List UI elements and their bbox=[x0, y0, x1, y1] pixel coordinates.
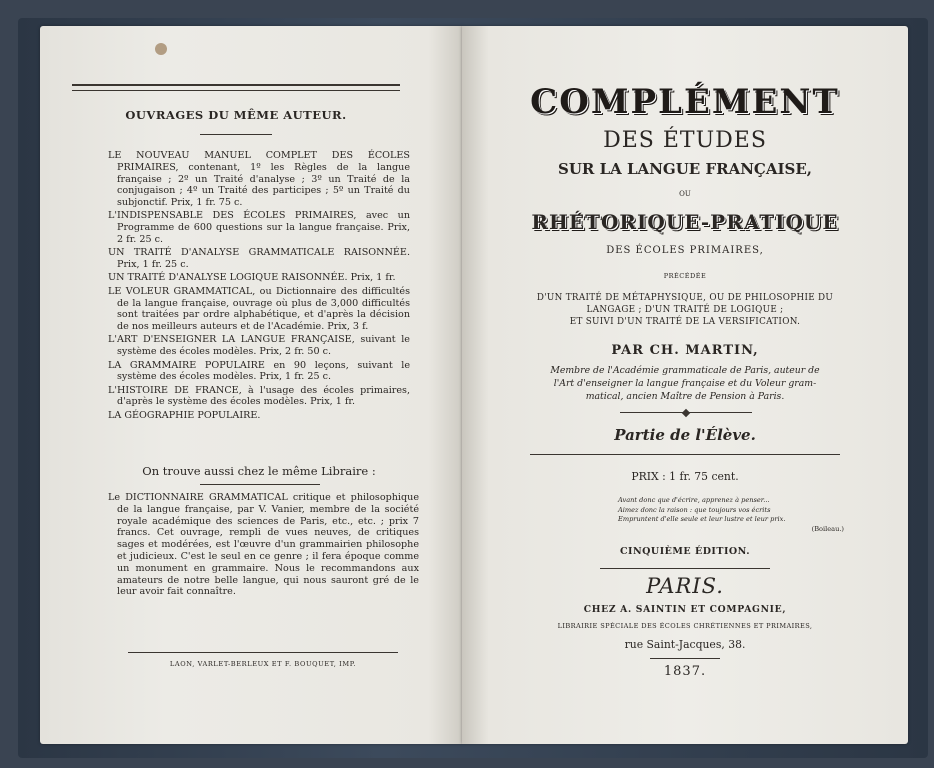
ornamental-rule bbox=[620, 412, 752, 413]
list-item: L'INDISPENSABLE DES ÉCOLES PRIMAIRES, avec un Programme de 600 questions sur la langue française. Prix, 2 fr. 25 c. bbox=[108, 210, 410, 246]
imprint-city: PARIS. bbox=[646, 574, 724, 598]
title-main: COMPLÉMENT bbox=[530, 82, 840, 122]
top-double-rule bbox=[72, 84, 400, 91]
list-item: LA GRAMMAIRE POPULAIRE en 90 leçons, suivant le système des écoles modèles. Prix, 1 fr. 25 c. bbox=[108, 359, 410, 383]
list-item: L'ART D'ENSEIGNER LA LANGUE FRANÇAISE, suivant le système des écoles modèles. Prix, 2 fr. 50 c. bbox=[108, 334, 410, 358]
list-item: LE VOLEUR GRAMMATICAL, ou Dictionnaire des difficultés de la langue française, ouvrage où plus de 3,000 difficultés sont traitées par ordre alphabétique, et d'après la décision de nos meilleurs auteurs et de l'Académie. Prix, 3 f. bbox=[108, 285, 410, 333]
title-line-3: SUR LA LANGUE FRANÇAISE, bbox=[558, 160, 812, 178]
title-ecoles: DES ÉCOLES PRIMAIRES, bbox=[606, 245, 764, 256]
boileau-quote: Avant donc que d'écrire, apprenez à penser... Aimez donc la raison : que toujours vos écrits Empruntent d'elle seule et leur lustre et leur prix. (Boileau.) bbox=[618, 496, 844, 533]
title-line-2: DES ÉTUDES bbox=[603, 128, 767, 153]
list-item: LE NOUVEAU MANUEL COMPLET DES ÉCOLES PRIMAIRES, contenant, 1º les Règles de la langue française ; 2º un Traité d'analyse ; 3º un Traité de la conjugaison ; 4º un Traité des participes ; 5º un Traité du subjonctif. Prix, 1 fr. 75 c. bbox=[108, 150, 410, 209]
list-item: LA GÉOGRAPHIE POPULAIRE. bbox=[108, 409, 261, 421]
author-credentials: Membre de l'Académie grammaticale de Paris, auteur de l'Art d'enseigner la langue française et du Voleur gram- matical, ancien Maître de Pension à Paris. bbox=[550, 365, 820, 402]
left-heading: OUVRAGES DU MÊME AUTEUR. bbox=[125, 108, 347, 122]
price-line: PRIX : 1 fr. 75 cent. bbox=[631, 470, 739, 483]
bookseller-subheading: On trouve aussi chez le même Libraire : bbox=[142, 464, 376, 478]
publisher-line: CHEZ A. SAINTIN ET COMPAGNIE, bbox=[583, 604, 787, 615]
contents-description: D'UN TRAITÉ DE MÉTAPHYSIQUE, OU DE PHILOSOPHIE DU LANGAGE ; D'UN TRAITÉ DE LOGIQUE ; ET SUIVI D'UN TRAITÉ DE LA VERSIFICATION. bbox=[536, 293, 834, 327]
edition-rule bbox=[600, 568, 770, 569]
title-rhetorique: RHÉTORIQUE-PRATIQUE bbox=[531, 210, 839, 234]
dictionary-notice: Le DICTIONNAIRE GRAMMATICAL critique et philosophique de la langue française, par V. Vanier, membre de la société royale académique des sciences de Paris, etc., etc. ; prix 7 francs. Cet ouvrage, rempli de vues neuves, de critiques sages et modérées, est l'œuvre d'un grammairien philosophe et judicieux. C'est le seul en ce genre ; il fera époque comme un monument en grammaire. Nous le recommandons aux amateurs de notre belle langue, qui nous sauront gré de le leur avoir fait connaître. bbox=[108, 492, 419, 598]
printer-rule bbox=[128, 652, 398, 653]
printer-imprint: LAON, VARLET-BERLEUX ET F. BOUQUET, IMP. bbox=[169, 660, 357, 668]
title-ou: OU bbox=[679, 190, 691, 198]
partie-label: Partie de l'Élève. bbox=[614, 426, 756, 444]
list-item: UN TRAITÉ D'ANALYSE GRAMMATICALE RAISONNÉE. Prix, 1 fr. 25 c. bbox=[108, 247, 410, 271]
price-rule bbox=[530, 454, 840, 455]
ink-stain bbox=[155, 43, 167, 55]
subheading-rule bbox=[200, 484, 320, 485]
works-list bbox=[108, 150, 410, 423]
publication-year: 1837. bbox=[663, 664, 707, 679]
address-line: rue Saint-Jacques, 38. bbox=[624, 638, 746, 651]
list-item: UN TRAITÉ D'ANALYSE LOGIQUE RAISONNÉE. Prix, 1 fr. bbox=[108, 272, 396, 284]
edition-line: CINQUIÈME ÉDITION. bbox=[619, 546, 751, 557]
precedee-label: PRÉCÉDÉE bbox=[663, 272, 707, 280]
bookshop-line: LIBRAIRIE SPÉCIALE DES ÉCOLES CHRÉTIENNES ET PRIMAIRES, bbox=[557, 622, 813, 630]
author-line: PAR CH. MARTIN, bbox=[611, 343, 759, 358]
list-item: L'HISTOIRE DE FRANCE, à l'usage des écoles primaires, d'après le système des écoles modèles. Prix, 1 fr. bbox=[108, 384, 410, 408]
heading-rule bbox=[200, 134, 272, 135]
year-rule bbox=[650, 658, 720, 659]
